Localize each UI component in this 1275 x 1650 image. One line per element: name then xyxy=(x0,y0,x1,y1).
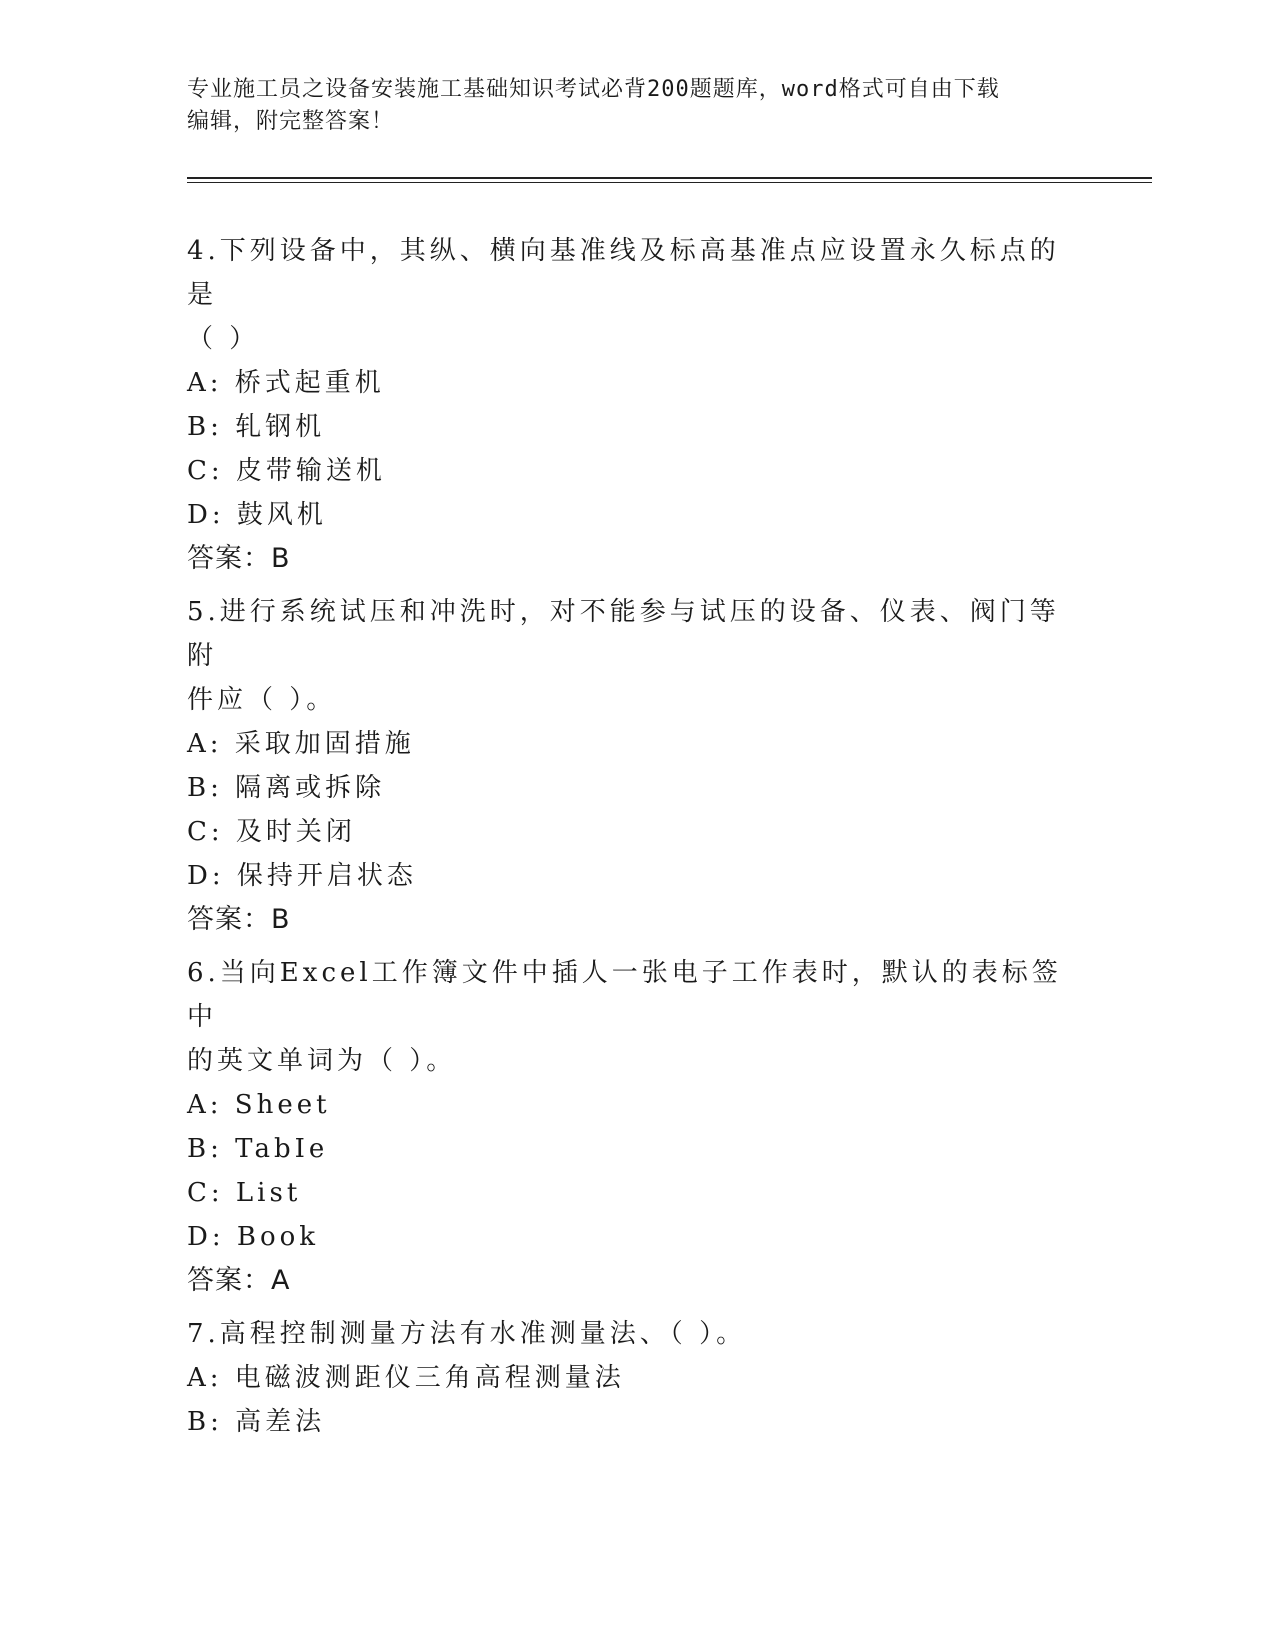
header-divider-thick xyxy=(187,177,1152,179)
question-6 xyxy=(187,951,1067,1303)
option-c: C: 皮带输送机 xyxy=(187,456,386,486)
option-a: A: 电磁波测距仪三角高程测量法 xyxy=(187,1363,625,1393)
question-text-line-1: 7.高程控制测量方法有水准测量法、（ ）。 xyxy=(187,1319,747,1349)
header-title-line-2: 编辑，附完整答案！ xyxy=(187,109,395,134)
option-b: B: 轧钢机 xyxy=(187,412,326,442)
question-text-line-1: 4.下列设备中，其纵、横向基准线及标高基准点应设置永久标点的是 xyxy=(187,236,1060,310)
answer-line: 答案：B xyxy=(187,543,291,574)
option-b: B: TabIe xyxy=(187,1134,329,1164)
option-b: B: 高差法 xyxy=(187,1407,326,1437)
header-title-line-1: 专业施工员之设备安装施工基础知识考试必背200题题库，word格式可自由下载 xyxy=(187,77,1000,102)
answer-line: 答案：B xyxy=(187,904,291,935)
question-text-line-1: 5.进行系统试压和冲洗时，对不能参与试压的设备、仪表、阀门等附 xyxy=(187,597,1060,671)
option-d: D: 鼓风机 xyxy=(187,500,327,530)
option-c: C: 及时关闭 xyxy=(187,817,356,847)
question-7 xyxy=(187,1312,1067,1444)
option-a: A: 桥式起重机 xyxy=(187,368,385,398)
option-b: B: 隔离或拆除 xyxy=(187,773,386,803)
option-a: A: 采取加固措施 xyxy=(187,729,415,759)
question-4 xyxy=(187,229,1067,581)
option-c: C: List xyxy=(187,1178,302,1208)
question-text-line-1: 6.当向Excel工作簿文件中插人一张电子工作表时，默认的表标签中 xyxy=(187,958,1062,1032)
question-text-line-2: 的英文单词为（ ）。 xyxy=(187,1046,457,1076)
header-divider-thin xyxy=(187,182,1152,183)
question-text-line-2: （ ） xyxy=(187,324,260,354)
option-d: D: Book xyxy=(187,1222,320,1252)
question-text-line-2: 件应（ ）。 xyxy=(187,685,337,715)
answer-line: 答案：A xyxy=(187,1265,291,1296)
option-d: D: 保持开启状态 xyxy=(187,861,417,891)
option-a: A: Sheet xyxy=(187,1090,331,1120)
document-header xyxy=(187,74,1067,138)
question-5 xyxy=(187,590,1067,942)
